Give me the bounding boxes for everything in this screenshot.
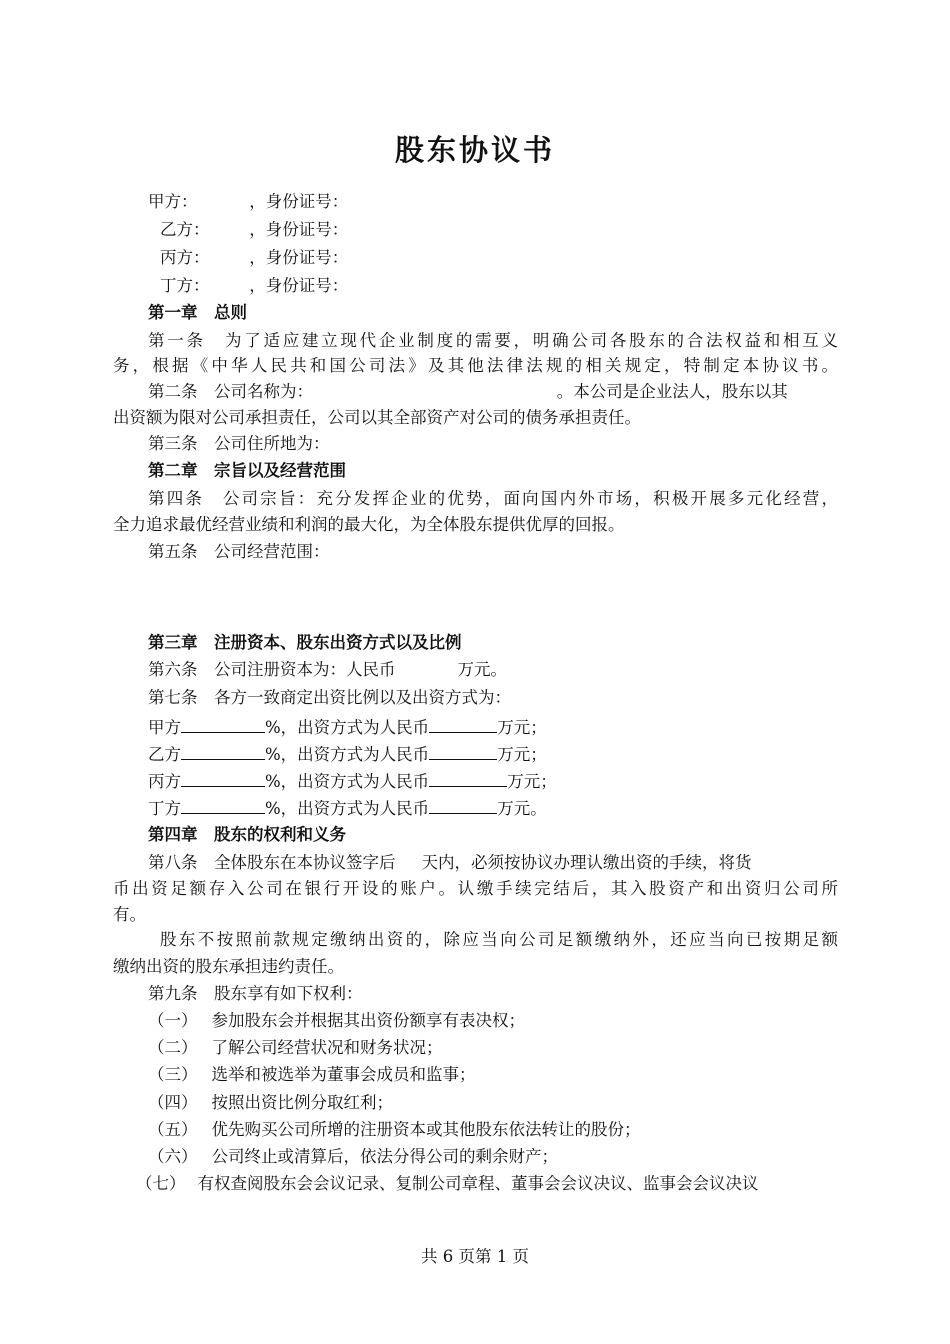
article-7-line: 第七条 各方一致商定出资比例以及出资方式为： — [148, 688, 511, 707]
blank-line — [181, 770, 265, 787]
article-3-line: 第三条 公司住所地为： — [148, 434, 330, 453]
id-label: ，身份证号： — [249, 220, 349, 239]
contribution-unit: 万元； — [507, 772, 557, 791]
article-8-label: 第八条 全体股东在本协议签字后 — [148, 853, 396, 872]
chapter-heading: 第一章 总则 — [148, 303, 247, 322]
party-label: 丙方： — [160, 248, 202, 267]
article-2-line: 出资额为限对公司承担责任，公司以其全部资产对公司的债务承担责任。 — [113, 408, 641, 427]
list-number: （三） — [148, 1065, 198, 1084]
party-name: 乙方 — [148, 745, 181, 764]
list-text: 有权查阅股东会会议记录、复制公司章程、董事会会议决议、监事会会议决议 — [197, 1174, 759, 1193]
chapter-heading: 第三章 注册资本、股东出资方式以及比例 — [148, 633, 462, 652]
contribution-row — [148, 716, 547, 738]
list-item — [148, 1093, 393, 1113]
list-text: 选举和被选举为董事会成员和监事； — [211, 1065, 476, 1084]
article-8-line: 币出资足额存入公司在银行开设的账户。认缴手续完结后，其入股资产和出资归公司所 — [113, 879, 838, 898]
paragraph-line: 缴纳出资的股东承担违约责任。 — [113, 957, 344, 976]
article-4-line: 第四条 公司宗旨：充分发挥企业的优势，面向国内外市场，积极开展多元化经营， — [148, 489, 838, 508]
list-text: 了解公司经营状况和财务状况； — [211, 1038, 443, 1057]
contribution-row — [148, 770, 557, 792]
party-label: 丁方： — [160, 276, 202, 295]
article-6-label: 第六条 公司注册资本为：人民币 — [148, 660, 396, 679]
contribution-unit: 万元。 — [497, 799, 547, 818]
id-label: ，身份证号： — [249, 248, 349, 267]
article-6-line — [148, 660, 507, 680]
party-label: 甲方： — [148, 192, 190, 211]
page-footer: 共 6 页第 1 页 — [421, 1247, 529, 1266]
blank-line — [181, 716, 265, 733]
contribution-text: %，出资方式为人民币 — [265, 799, 430, 818]
list-item — [148, 1065, 476, 1085]
blank-line — [429, 716, 497, 733]
list-item — [136, 1174, 759, 1194]
party-line — [160, 248, 348, 268]
article-9-line: 第九条 股东享有如下权利： — [148, 984, 363, 1003]
article-8-line — [148, 853, 752, 873]
list-item — [148, 1011, 525, 1031]
list-number: （一） — [148, 1011, 198, 1030]
party-line — [148, 192, 348, 212]
contribution-text: %，出资方式为人民币 — [265, 718, 430, 737]
list-item — [148, 1147, 558, 1167]
party-name: 丁方 — [148, 799, 181, 818]
list-text: 按照出资比例分取红利； — [211, 1093, 393, 1112]
list-number: （五） — [148, 1120, 198, 1139]
article-2-line — [148, 382, 788, 402]
contribution-row — [148, 743, 547, 765]
list-number: （七） — [136, 1174, 186, 1193]
contribution-text: %，出资方式为人民币 — [265, 745, 430, 764]
chapter-heading: 第二章 宗旨以及经营范围 — [148, 461, 346, 480]
contribution-row — [148, 797, 547, 819]
article-2-text: 。本公司是企业法人，股东以其 — [556, 382, 788, 401]
article-2-label: 第二条 公司名称为： — [148, 382, 305, 401]
chapter-heading: 第四章 股东的权利和义务 — [148, 825, 346, 844]
paragraph-line: 股东不按照前款规定缴纳出资的，除应当向公司足额缴纳外，还应当向已按期足额 — [160, 930, 838, 949]
id-label: ，身份证号： — [249, 276, 349, 295]
list-item — [148, 1120, 641, 1140]
list-text: 优先购买公司所增的注册资本或其他股东依法转让的股份； — [211, 1120, 641, 1139]
blank-line — [181, 743, 265, 760]
article-8-line: 有。 — [113, 905, 146, 924]
article-1-line: 第一条 为了适应建立现代企业制度的需要，明确公司各股东的合法权益和相互义 — [148, 331, 838, 350]
list-number: （二） — [148, 1038, 198, 1057]
list-text: 公司终止或清算后，依法分得公司的剩余财产； — [211, 1147, 558, 1166]
blank-line — [429, 743, 497, 760]
article-8-text: 天内，必须按协议办理认缴出资的手续，将货 — [421, 853, 752, 872]
party-label: 乙方： — [160, 220, 202, 239]
party-name: 甲方 — [148, 718, 181, 737]
contribution-text: %，出资方式为人民币 — [265, 772, 430, 791]
contribution-unit: 万元； — [497, 745, 547, 764]
page-title: 股东协议书 — [394, 133, 555, 167]
article-4-line: 全力追求最优经营业绩和利润的最大化，为全体股东提供优厚的回报。 — [113, 515, 625, 534]
blank-line — [429, 797, 497, 814]
article-5-line: 第五条 公司经营范围： — [148, 542, 330, 561]
party-line — [160, 276, 348, 296]
list-text: 参加股东会并根据其出资份额享有表决权； — [211, 1011, 525, 1030]
article-1-line: 务，根据《中华人民共和国公司法》及其他法律法规的相关规定，特制定本协议书。 — [113, 356, 838, 375]
party-line — [160, 220, 348, 240]
article-6-unit: 万元。 — [457, 660, 507, 679]
list-item — [148, 1038, 443, 1058]
contribution-unit: 万元； — [497, 718, 547, 737]
id-label: ，身份证号： — [249, 192, 349, 211]
party-name: 丙方 — [148, 772, 181, 791]
list-number: （四） — [148, 1093, 198, 1112]
blank-line — [181, 797, 265, 814]
blank-line — [429, 770, 507, 787]
list-number: （六） — [148, 1147, 198, 1166]
